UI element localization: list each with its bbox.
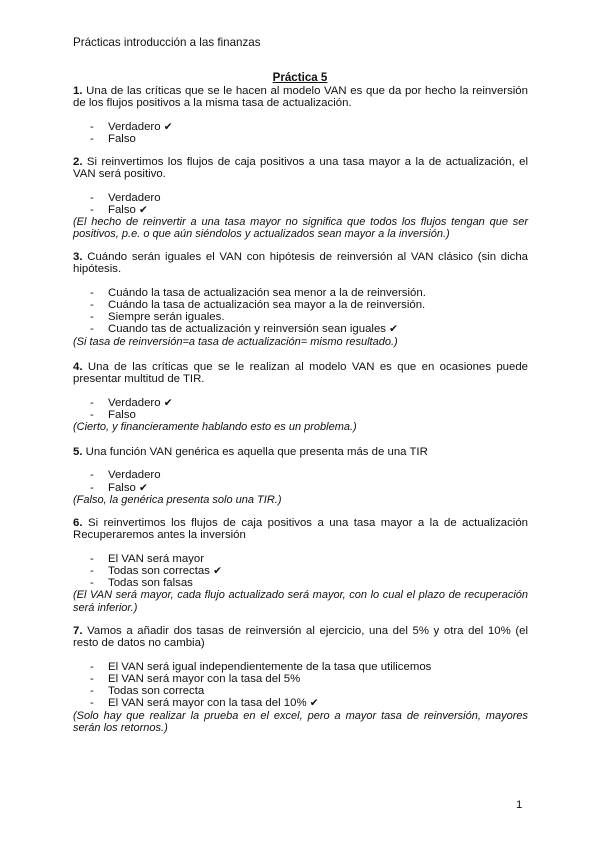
question-body: Una función VAN genérica es aquella que presenta más de una TIR bbox=[85, 446, 428, 458]
option-label: El VAN será mayor con la tasa del 5% bbox=[108, 672, 301, 685]
bullet-dash: - bbox=[90, 396, 94, 409]
option-item bbox=[73, 469, 528, 481]
bullet-dash: - bbox=[90, 323, 94, 336]
bullet-dash: - bbox=[90, 311, 94, 324]
option-item bbox=[73, 661, 528, 673]
question-5 bbox=[73, 446, 528, 506]
question-text bbox=[73, 361, 528, 386]
option-item bbox=[73, 311, 528, 323]
question-body: Cuándo serán iguales el VAN con hipótesis de reinversión al VAN clásico (sin dicha hipótesis. bbox=[73, 251, 528, 276]
option-label: El VAN será mayor con la tasa del 10% bbox=[108, 697, 307, 710]
question-3 bbox=[73, 251, 528, 348]
option-label: Verdadero bbox=[108, 191, 161, 204]
bullet-dash: - bbox=[90, 120, 94, 133]
options-list bbox=[73, 469, 528, 494]
question-text bbox=[73, 625, 528, 650]
options-list bbox=[73, 121, 528, 146]
option-label: Cuándo la tasa de actualización sea menor a la de reinversión. bbox=[108, 286, 426, 299]
page-header: Prácticas introducción a las finanzas bbox=[73, 36, 261, 49]
question-2 bbox=[73, 156, 528, 241]
question-text bbox=[73, 446, 528, 458]
answer-note: (Falso, la genérica presenta solo una TIR.) bbox=[73, 493, 282, 506]
bullet-dash: - bbox=[90, 660, 94, 673]
option-item bbox=[73, 673, 528, 685]
question-number: 2. bbox=[73, 156, 83, 168]
check-mark-icon: ✔ bbox=[213, 564, 222, 577]
option-item bbox=[73, 299, 528, 311]
option-item bbox=[73, 397, 528, 409]
question-6 bbox=[73, 517, 528, 614]
question-number: 1. bbox=[73, 85, 83, 97]
option-label: Todas son correctas bbox=[108, 564, 210, 577]
options-list bbox=[73, 287, 528, 336]
option-label: Falso bbox=[108, 408, 136, 421]
check-mark-icon: ✔ bbox=[163, 120, 173, 133]
check-mark-icon: ✔ bbox=[163, 396, 173, 409]
option-item bbox=[73, 323, 528, 335]
bullet-dash: - bbox=[90, 298, 94, 311]
option-label: Falso bbox=[108, 132, 136, 145]
answer-note: (El VAN será mayor, cada flujo actualizado será mayor, con lo cual el plazo de recuperación será inferior.) bbox=[73, 589, 528, 614]
question-4 bbox=[73, 361, 528, 433]
bullet-dash: - bbox=[90, 481, 94, 494]
bullet-dash: - bbox=[90, 685, 94, 698]
option-item bbox=[73, 133, 528, 145]
answer-note: (Si tasa de reinversión=a tasa de actualización= mismo resultado.) bbox=[73, 335, 398, 348]
option-label: Cuándo la tasa de actualización sea mayor a la de reinversión. bbox=[108, 298, 426, 311]
bullet-dash: - bbox=[90, 408, 94, 421]
question-text bbox=[73, 156, 528, 181]
option-label: Falso bbox=[108, 203, 136, 216]
option-label: Todas son falsas bbox=[108, 577, 193, 590]
check-mark-icon: ✔ bbox=[139, 203, 148, 216]
check-mark-icon: ✔ bbox=[389, 323, 398, 336]
question-body: Una de las críticas que se le realizan al modelo VAN es que en ocasiones puede presentar multitud de TIR. bbox=[73, 361, 529, 386]
question-body: Vamos a añadir dos tasas de reinversión al ejercicio, una del 5% y otra del 10% (el resto de datos no cambia) bbox=[73, 625, 529, 650]
option-label: Todas son correcta bbox=[108, 685, 205, 698]
option-item bbox=[73, 685, 528, 697]
options-list bbox=[73, 661, 528, 710]
option-item bbox=[73, 287, 528, 299]
question-1 bbox=[73, 85, 528, 145]
check-mark-icon: ✔ bbox=[309, 697, 319, 710]
bullet-dash: - bbox=[90, 286, 94, 299]
question-number: 3. bbox=[73, 251, 83, 263]
question-body: Una de las críticas que se le hacen al modelo VAN es que da por hecho la reinversión de los flujos positivos a la misma tasa de actualización. bbox=[73, 85, 528, 110]
bullet-dash: - bbox=[90, 672, 94, 685]
bullet-dash: - bbox=[90, 577, 94, 590]
question-7 bbox=[73, 625, 528, 734]
answer-note: (Solo hay que realizar la prueba en el excel, pero a mayor tasa de reinversión, mayores serán los retornos.) bbox=[73, 709, 528, 735]
question-text bbox=[73, 251, 528, 276]
option-label: Falso bbox=[108, 481, 136, 494]
option-label: Verdadero bbox=[108, 120, 161, 133]
bullet-dash: - bbox=[90, 203, 94, 216]
question-number: 7. bbox=[73, 625, 83, 637]
bullet-dash: - bbox=[90, 697, 94, 710]
option-label: El VAN será igual independientemente de la tasa que utilicemos bbox=[108, 660, 432, 673]
question-body: Si reinvertimos los flujos de caja positivos a una tasa mayor a la de actualización Recuperaremos antes la inversión bbox=[73, 517, 528, 542]
question-text bbox=[73, 85, 528, 110]
options-list bbox=[73, 192, 528, 217]
option-item bbox=[73, 192, 528, 204]
question-number: 5. bbox=[73, 446, 83, 458]
bullet-dash: - bbox=[90, 191, 94, 204]
document-title: Práctica 5 bbox=[272, 71, 328, 84]
bullet-dash: - bbox=[90, 132, 94, 145]
option-item bbox=[73, 697, 528, 709]
bullet-dash: - bbox=[90, 564, 94, 577]
bullet-dash: - bbox=[90, 469, 94, 482]
page-number: 1 bbox=[516, 799, 523, 811]
option-label: El VAN será mayor bbox=[108, 552, 205, 565]
question-body: Si reinvertimos los flujos de caja positivos a una tasa mayor a la de actualización, el VAN será positivo. bbox=[73, 156, 529, 181]
option-item bbox=[73, 553, 528, 565]
option-item bbox=[73, 204, 528, 216]
check-mark-icon: ✔ bbox=[139, 481, 148, 494]
answer-note: (El hecho de reinvertir a una tasa mayor no significa que todos los flujos tengan que ser positivos, p.e. o que aún siéndolos y actualizados sean mayor a la inversión.) bbox=[73, 216, 528, 241]
option-item bbox=[73, 565, 528, 577]
option-label: Verdadero bbox=[108, 469, 161, 482]
option-item bbox=[73, 121, 528, 133]
options-list bbox=[73, 553, 528, 590]
option-item bbox=[73, 482, 528, 494]
option-label: Siempre serán iguales. bbox=[108, 311, 225, 324]
option-item bbox=[73, 577, 528, 589]
option-item bbox=[73, 409, 528, 421]
question-text bbox=[73, 517, 528, 542]
question-number: 6. bbox=[73, 517, 83, 529]
options-list bbox=[73, 397, 528, 422]
question-number: 4. bbox=[73, 361, 83, 373]
option-label: Cuando tas de actualización y reinversión sean iguales bbox=[108, 323, 386, 336]
answer-note: (Cierto, y financieramente hablando esto es un problema.) bbox=[73, 421, 357, 434]
bullet-dash: - bbox=[90, 552, 94, 565]
option-label: Verdadero bbox=[108, 396, 161, 409]
